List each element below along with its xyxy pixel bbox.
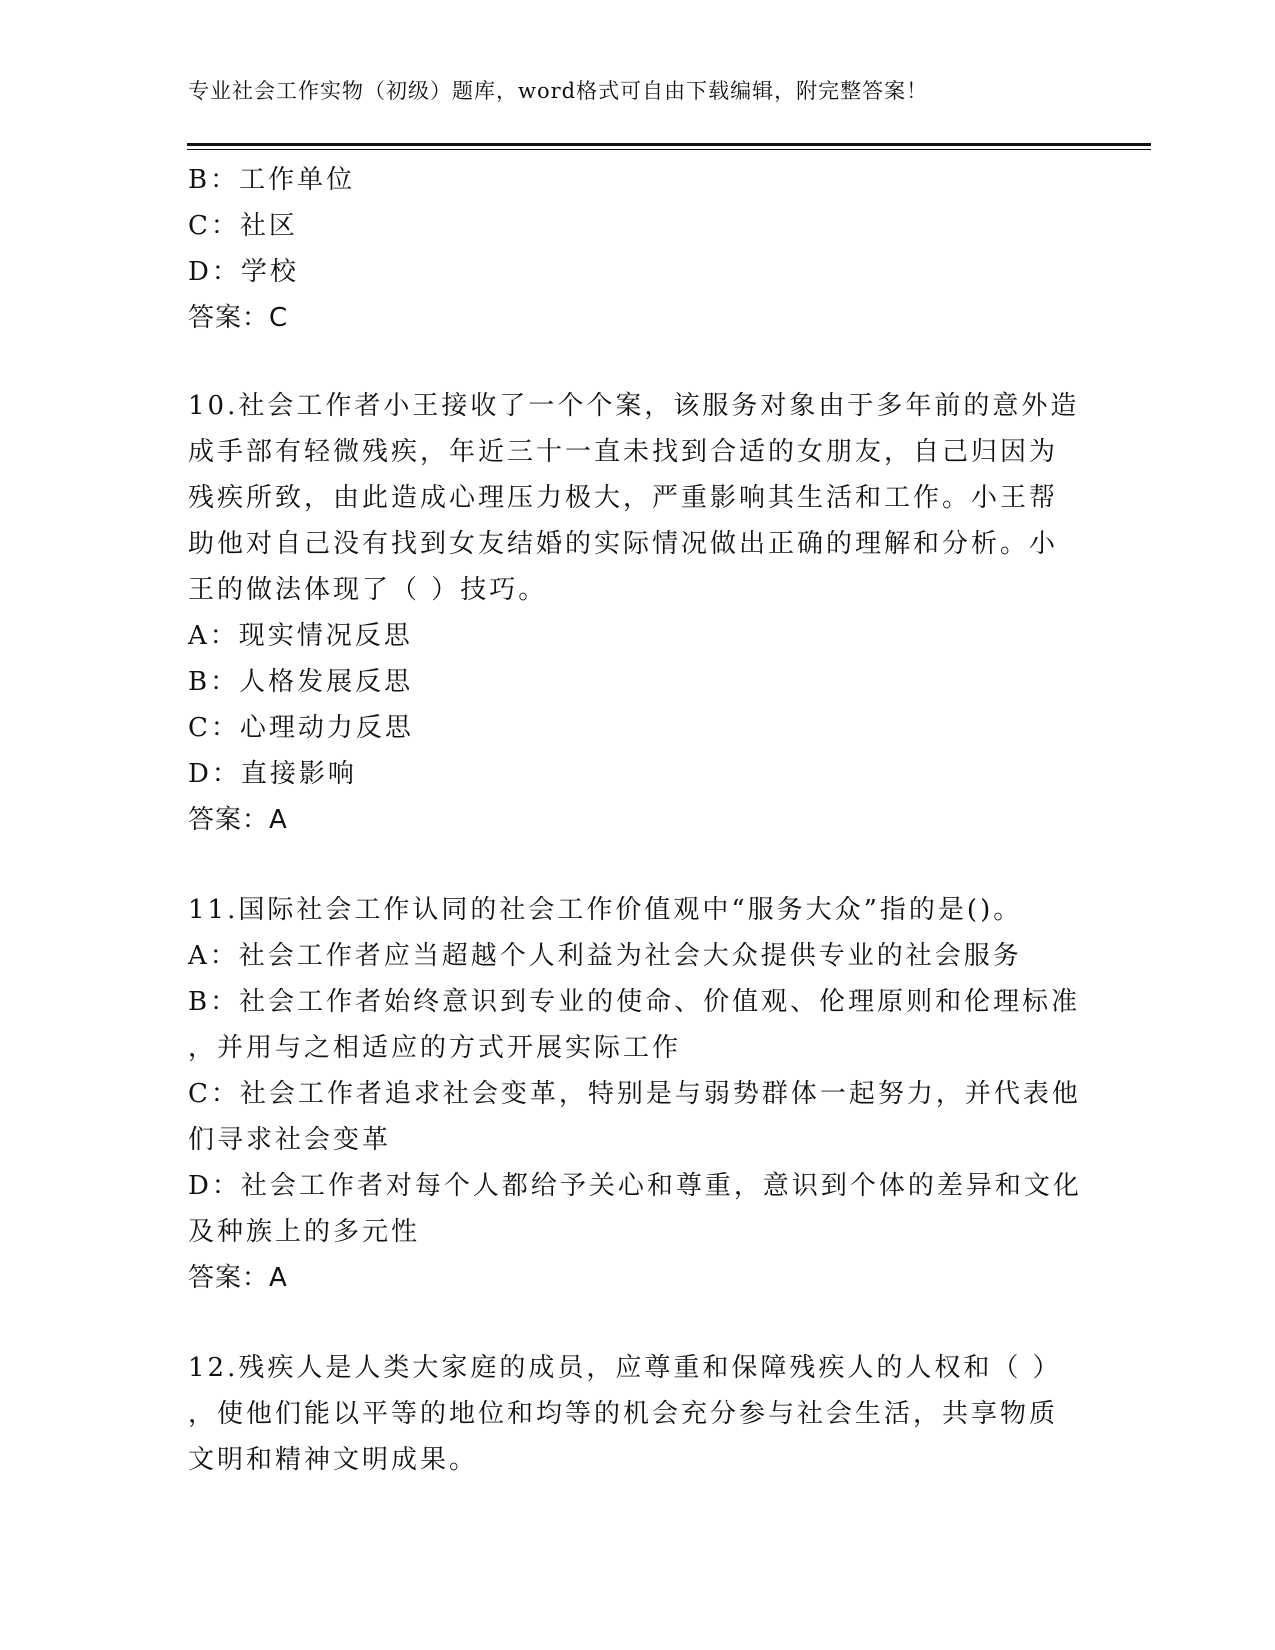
option-a: A：现实情况反思	[188, 621, 413, 651]
spacer	[188, 1301, 1088, 1345]
option-line: B：社会工作者始终意识到专业的使命、价值观、伦理原则和伦理标准	[188, 987, 1081, 1017]
option-c: C：社区	[188, 211, 298, 241]
question-9-tail	[188, 157, 1088, 341]
question-stem-line: ，使他们能以平等的地位和均等的机会充分参与社会生活，共享物质	[188, 1399, 1059, 1429]
question-12	[188, 1345, 1088, 1483]
option-b: B：人格发展反思	[188, 667, 414, 697]
answer: 答案：A	[188, 1263, 288, 1293]
question-stem-line: 助他对自己没有找到女友结婚的实际情况做出正确的理解和分析。小	[188, 529, 1059, 559]
option-line: 们寻求社会变革	[188, 1125, 392, 1155]
option-line: 及种族上的多元性	[188, 1217, 421, 1247]
question-stem-line: 10.社会工作者小王接收了一个个案，该服务对象由于多年前的意外造	[188, 391, 1080, 421]
answer: 答案：C	[188, 303, 289, 333]
question-stem-line: 成手部有轻微残疾，年近三十一直未找到合适的女朋友，自己归因为	[188, 437, 1059, 467]
option-d: D：直接影响	[188, 759, 357, 789]
question-11	[188, 887, 1088, 1301]
question-10	[188, 383, 1088, 843]
question-stem-line: 王的做法体现了（ ）技巧。	[188, 575, 548, 605]
header-rule-thin	[187, 149, 1151, 150]
spacer	[188, 341, 1088, 383]
option-line: C：社会工作者追求社会变革，特别是与弱势群体一起努力，并代表他	[188, 1079, 1081, 1109]
option-line: D：社会工作者对每个人都给予关心和尊重，意识到个体的差异和文化	[188, 1171, 1082, 1201]
option-b: B：工作单位	[188, 165, 356, 195]
question-stem-line: 残疾所致，由此造成心理压力极大，严重影响其生活和工作。小王帮	[188, 483, 1059, 513]
question-stem-line: 12.残疾人是人类大家庭的成员，应尊重和保障残疾人的人权和（ ）	[188, 1353, 1062, 1383]
answer: 答案：A	[188, 805, 288, 835]
document-body	[188, 157, 1088, 1483]
question-stem-line: 文明和精神文明成果。	[188, 1445, 479, 1475]
option-line: A：社会工作者应当超越个人利益为社会大众提供专业的社会服务	[188, 941, 1022, 971]
question-stem-line: 11.国际社会工作认同的社会工作价值观中“服务大众”指的是()。	[188, 895, 1023, 925]
header-rule-thick	[187, 143, 1151, 146]
option-line: ，并用与之相适应的方式开展实际工作	[188, 1033, 682, 1063]
option-c: C：心理动力反思	[188, 713, 414, 743]
spacer	[188, 843, 1088, 887]
page-header: 专业社会工作实物（初级）题库，word格式可自由下载编辑，附完整答案！	[188, 79, 929, 103]
option-d: D：学校	[188, 257, 299, 287]
